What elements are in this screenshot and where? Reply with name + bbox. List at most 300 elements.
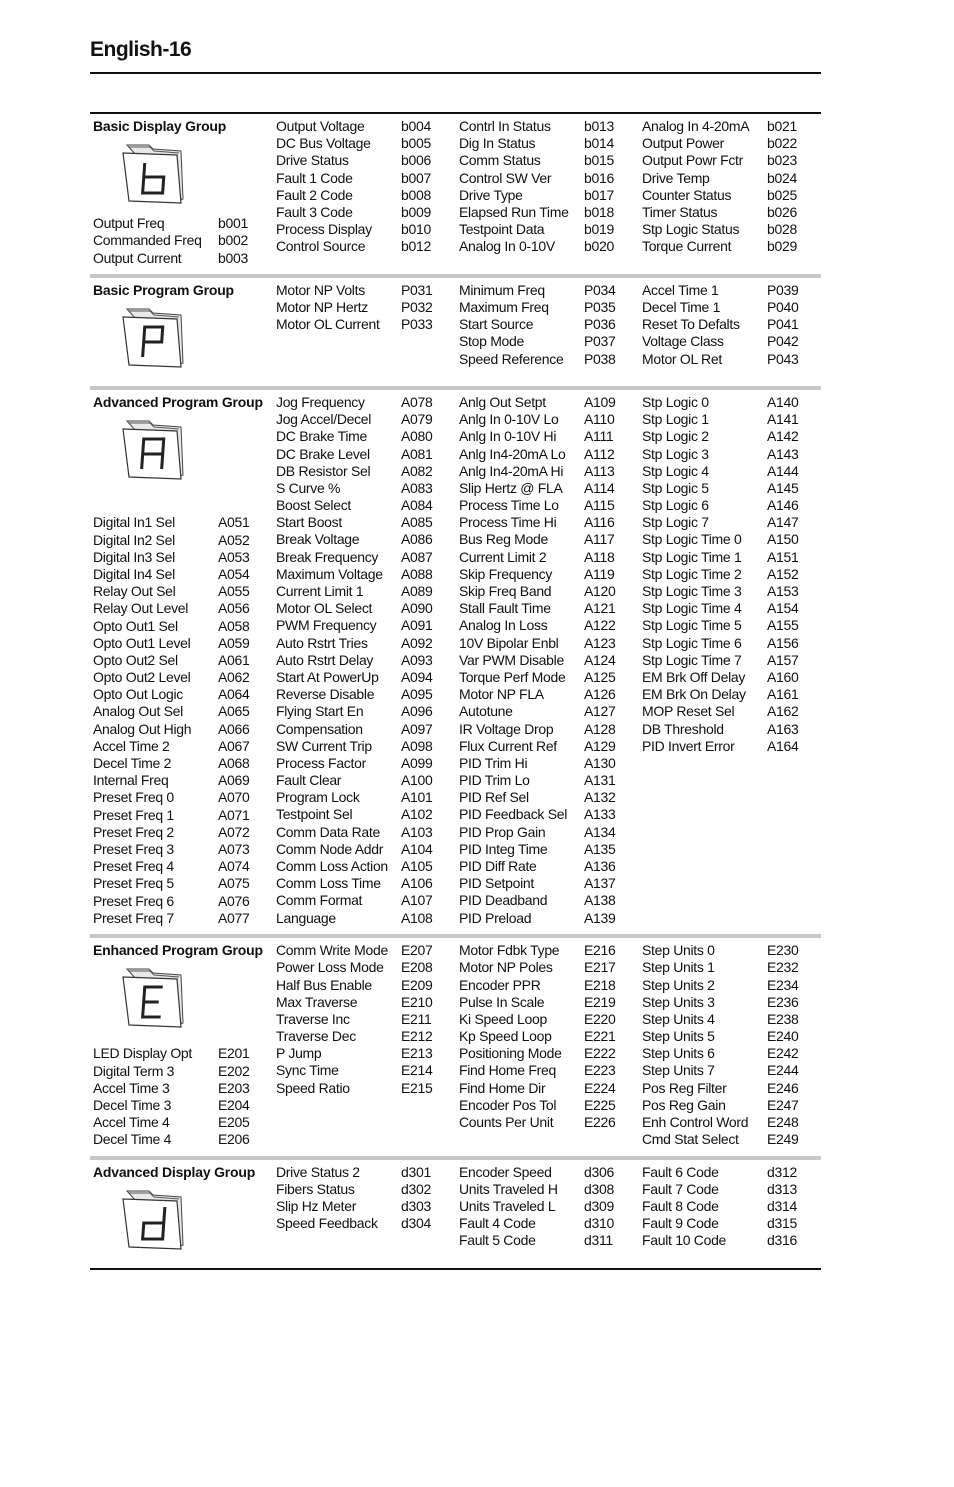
param-code: b023: [767, 152, 797, 169]
param-row: [276, 617, 451, 634]
param-column: [93, 282, 268, 369]
param-code: d313: [767, 1180, 797, 1197]
param-row: [459, 703, 634, 720]
param-name: Pos Reg Filter: [642, 1079, 727, 1096]
param-row: [642, 669, 817, 686]
param-name: Analog Out Sel: [93, 703, 183, 720]
param-column: [276, 118, 451, 256]
param-name: Max Traverse: [276, 993, 358, 1010]
param-name: Preset Freq 0: [93, 789, 174, 806]
param-name: Anlg In 0-10V Hi: [459, 428, 557, 445]
param-name: Motor NP FLA: [459, 686, 544, 703]
param-name: DB Threshold: [642, 720, 724, 737]
param-code: A107: [401, 892, 433, 909]
param-row: [642, 394, 817, 411]
param-row: [459, 959, 634, 976]
param-row: [93, 858, 268, 875]
param-code: A081: [401, 445, 433, 462]
param-row: [93, 566, 268, 583]
param-row: [459, 892, 634, 909]
param-row: [459, 463, 634, 480]
param-name: Power Loss Mode: [276, 959, 384, 976]
param-code: A062: [218, 669, 250, 686]
param-code: A132: [584, 789, 616, 806]
param-row: [459, 635, 634, 652]
param-row: [93, 635, 268, 652]
param-code: P037: [584, 333, 616, 350]
param-code: A054: [218, 565, 250, 582]
param-row: [459, 652, 634, 669]
param-code: A128: [584, 720, 616, 737]
param-name: Stp Logic Time 6: [642, 634, 742, 651]
param-code: b002: [218, 232, 248, 249]
param-row: [459, 1080, 634, 1097]
param-code: A086: [401, 531, 433, 548]
group-title: Basic Program Group: [93, 281, 234, 298]
param-code: E247: [767, 1096, 799, 1113]
param-code: A093: [401, 651, 433, 668]
param-code: E213: [401, 1045, 433, 1062]
param-name: Positioning Mode: [459, 1045, 562, 1062]
param-code: E217: [584, 959, 616, 976]
param-code: A074: [218, 858, 250, 875]
param-name: Stp Logic Time 3: [642, 583, 742, 600]
param-name: Digital In3 Sel: [93, 548, 175, 565]
param-code: A140: [767, 393, 799, 410]
param-name: Enh Control Word: [642, 1114, 749, 1131]
param-column: [459, 394, 634, 927]
param-row: [93, 893, 268, 910]
param-row: [642, 583, 817, 600]
param-name: Torque Current: [642, 238, 732, 255]
param-list: [93, 215, 268, 267]
param-name: EM Brk Off Delay: [642, 668, 746, 685]
param-row: [459, 316, 634, 333]
param-row: [93, 1045, 268, 1062]
param-row: [276, 652, 451, 669]
param-name: Fault 9 Code: [642, 1215, 719, 1232]
param-code: b009: [401, 203, 431, 220]
param-name: PID Diff Rate: [459, 858, 537, 875]
param-row: [276, 1045, 451, 1062]
param-row: [276, 497, 451, 514]
param-name: Preset Freq 5: [93, 875, 174, 892]
param-code: d301: [401, 1163, 431, 1180]
param-name: Comm Format: [276, 892, 363, 909]
param-name: Drive Temp: [642, 169, 710, 186]
param-row: [276, 942, 451, 959]
param-code: P032: [401, 298, 433, 315]
param-name: PID Integ Time: [459, 840, 548, 857]
param-name: Speed Ratio: [276, 1079, 350, 1096]
param-row: [276, 411, 451, 428]
param-code: P043: [767, 350, 799, 367]
param-code: b028: [767, 221, 797, 238]
param-code: A103: [401, 823, 433, 840]
param-code: A096: [401, 703, 433, 720]
param-code: E236: [767, 993, 799, 1010]
param-name: Decel Time 4: [93, 1131, 172, 1148]
param-name: Preset Freq 4: [93, 858, 174, 875]
param-code: A102: [401, 806, 433, 823]
param-code: A056: [218, 600, 250, 617]
param-row: [642, 282, 817, 299]
param-name: Skip Freq Band: [459, 583, 552, 600]
param-name: Decel Time 1: [642, 298, 721, 315]
param-row: [459, 566, 634, 583]
param-code: A108: [401, 909, 433, 926]
param-name: PID Invert Error: [642, 737, 735, 754]
param-row: [276, 221, 451, 238]
param-row: [459, 789, 634, 806]
param-code: A137: [584, 875, 616, 892]
param-row: [93, 1063, 268, 1080]
param-name: Motor NP Poles: [459, 959, 553, 976]
param-code: A162: [767, 703, 799, 720]
param-row: [642, 221, 817, 238]
param-code: E203: [218, 1079, 250, 1096]
param-name: Opto Out2 Sel: [93, 651, 178, 668]
param-name: Kp Speed Loop: [459, 1028, 552, 1045]
param-name: PID Deadband: [459, 892, 548, 909]
param-code: A139: [584, 909, 616, 926]
param-row: [276, 858, 451, 875]
param-code: A077: [218, 909, 250, 926]
param-code: E232: [767, 959, 799, 976]
param-name: Comm Data Rate: [276, 823, 380, 840]
param-column: [459, 282, 634, 368]
param-name: Anlg In4-20mA Lo: [459, 445, 566, 462]
param-row: [642, 617, 817, 634]
param-name: DC Brake Level: [276, 445, 370, 462]
param-row: [642, 686, 817, 703]
param-name: IR Voltage Drop: [459, 720, 554, 737]
param-code: P031: [401, 281, 433, 298]
param-name: Skip Frequency: [459, 565, 553, 582]
param-row: [642, 652, 817, 669]
param-name: Step Units 5: [642, 1028, 715, 1045]
param-code: A090: [401, 600, 433, 617]
param-row: [276, 204, 451, 221]
param-name: Stp Logic Status: [642, 221, 740, 238]
param-row: [276, 531, 451, 548]
param-name: PID Ref Sel: [459, 789, 529, 806]
param-row: [93, 807, 268, 824]
param-row: [459, 1215, 634, 1232]
param-name: Pos Reg Gain: [642, 1096, 726, 1113]
param-row: [459, 755, 634, 772]
param-name: Accel Time 2: [93, 737, 170, 754]
param-row: [459, 1062, 634, 1079]
parameter-table: [90, 112, 821, 1270]
group-title: Advanced Program Group: [93, 393, 263, 410]
param-name: MOP Reset Sel: [642, 703, 735, 720]
param-name: Sync Time: [276, 1062, 339, 1079]
param-row: [276, 600, 451, 617]
param-code: A164: [767, 737, 799, 754]
param-name: Control SW Ver: [459, 169, 552, 186]
param-name: Stp Logic 4: [642, 462, 709, 479]
param-code: A088: [401, 565, 433, 582]
param-row: [93, 789, 268, 806]
param-code: E219: [584, 993, 616, 1010]
param-name: Anlg Out Setpt: [459, 393, 546, 410]
param-code: E212: [401, 1028, 433, 1045]
param-row: [459, 875, 634, 892]
param-code: A105: [401, 858, 433, 875]
param-row: [459, 152, 634, 169]
param-row: [459, 204, 634, 221]
param-code: A157: [767, 651, 799, 668]
param-code: A087: [401, 548, 433, 565]
param-code: A059: [218, 634, 250, 651]
param-name: Output Voltage: [276, 118, 365, 134]
param-code: b003: [218, 249, 248, 266]
param-row: [276, 282, 451, 299]
param-code: d316: [767, 1232, 797, 1249]
param-name: Step Units 4: [642, 1010, 715, 1027]
param-row: [93, 721, 268, 738]
param-row: [459, 428, 634, 445]
param-row: [276, 910, 451, 927]
param-name: Cmd Stat Select: [642, 1131, 739, 1148]
param-code: A110: [584, 411, 615, 428]
param-row: [459, 583, 634, 600]
param-code: A150: [767, 531, 799, 548]
param-row: [276, 892, 451, 909]
param-group: [90, 1160, 821, 1268]
param-code: A095: [401, 686, 433, 703]
param-name: Process Time Lo: [459, 497, 559, 514]
param-code: E234: [767, 976, 799, 993]
param-name: Find Home Freq: [459, 1062, 556, 1079]
param-name: Flying Start En: [276, 703, 364, 720]
param-code: b026: [767, 203, 797, 220]
param-row: [93, 1114, 268, 1131]
param-name: Process Factor: [276, 754, 366, 771]
param-name: Current Limit 2: [459, 548, 547, 565]
param-code: d311: [584, 1232, 613, 1249]
param-code: b014: [584, 135, 614, 152]
param-name: SW Current Trip: [276, 737, 372, 754]
param-name: LED Display Opt: [93, 1045, 192, 1062]
param-column: [276, 394, 451, 927]
param-name: Stall Fault Time: [459, 600, 551, 617]
param-name: Accel Time 1: [642, 281, 719, 298]
param-row: [459, 411, 634, 428]
param-row: [459, 514, 634, 531]
param-row: [642, 351, 817, 368]
param-name: Half Bus Enable: [276, 976, 372, 993]
param-name: S Curve %: [276, 479, 341, 496]
param-code: b019: [584, 221, 614, 238]
param-code: A066: [218, 720, 250, 737]
param-code: P033: [401, 316, 433, 333]
param-row: [459, 333, 634, 350]
param-name: DB Resistor Sel: [276, 462, 371, 479]
param-row: [459, 600, 634, 617]
param-column: [642, 282, 817, 368]
param-code: E206: [218, 1131, 250, 1148]
param-name: Commanded Freq: [93, 232, 202, 249]
param-name: Jog Accel/Decel: [276, 411, 372, 428]
param-name: Fault 3 Code: [276, 203, 353, 220]
param-name: Stp Logic 1: [642, 411, 709, 428]
param-row: [459, 824, 634, 841]
param-column: [459, 942, 634, 1131]
param-name: Drive Status: [276, 152, 349, 169]
param-group: [90, 390, 821, 934]
param-row: [642, 942, 817, 959]
param-name: Encoder Pos Tol: [459, 1096, 557, 1113]
param-row: [93, 686, 268, 703]
param-row: [93, 1080, 268, 1097]
param-code: A141: [767, 411, 799, 428]
param-name: Jog Frequency: [276, 393, 365, 410]
param-code: A163: [767, 720, 799, 737]
param-code: A109: [584, 393, 616, 410]
param-name: Stp Logic 0: [642, 393, 709, 410]
param-name: Program Lock: [276, 789, 360, 806]
param-code: A126: [584, 686, 616, 703]
param-row: [642, 977, 817, 994]
param-code: b010: [401, 221, 431, 238]
param-row: [459, 1181, 634, 1198]
param-code: b020: [584, 238, 614, 255]
param-row: [642, 1062, 817, 1079]
param-row: [93, 669, 268, 686]
param-row: [93, 841, 268, 858]
param-row: [276, 772, 451, 789]
param-row: [459, 1011, 634, 1028]
param-code: A131: [584, 772, 616, 789]
param-code: b013: [584, 118, 614, 134]
param-name: PWM Frequency: [276, 617, 377, 634]
param-code: A161: [767, 686, 799, 703]
param-row: [276, 316, 451, 333]
param-code: b025: [767, 186, 797, 203]
group-title: Enhanced Program Group: [93, 942, 263, 959]
param-row: [459, 1028, 634, 1045]
param-code: A052: [218, 531, 250, 548]
param-code: A085: [401, 514, 433, 531]
param-code: A106: [401, 875, 433, 892]
param-row: [276, 824, 451, 841]
param-name: Testpoint Sel: [276, 806, 353, 823]
param-name: Decel Time 2: [93, 755, 172, 771]
param-code: A130: [584, 754, 616, 771]
param-row: [459, 772, 634, 789]
param-name: Fault 1 Code: [276, 169, 353, 186]
param-row: [459, 686, 634, 703]
param-name: Step Units 0: [642, 942, 715, 959]
param-code: A122: [584, 617, 616, 634]
param-name: Fault 2 Code: [276, 186, 353, 203]
param-row: [276, 170, 451, 187]
param-name: Comm Status: [459, 152, 541, 169]
param-row: [276, 583, 451, 600]
param-row: [276, 1181, 451, 1198]
param-name: Opto Out2 Level: [93, 669, 191, 686]
param-name: Fault 4 Code: [459, 1215, 536, 1232]
param-code: b018: [584, 203, 614, 220]
param-code: d309: [584, 1197, 614, 1214]
param-name: Digital In2 Sel: [93, 531, 175, 548]
param-name: Output Freq: [93, 215, 165, 232]
param-code: A115: [584, 497, 615, 514]
param-row: [93, 514, 268, 531]
param-name: Traverse Dec: [276, 1028, 356, 1045]
param-name: Analog In Loss: [459, 617, 548, 634]
param-row: [642, 635, 817, 652]
param-row: [642, 152, 817, 169]
param-column: [276, 1164, 451, 1233]
param-code: b021: [767, 118, 797, 134]
param-name: PID Trim Lo: [459, 772, 530, 789]
param-name: Elapsed Run Time: [459, 203, 569, 220]
param-row: [276, 635, 451, 652]
param-name: Digital In4 Sel: [93, 565, 175, 582]
param-row: [93, 215, 268, 232]
param-row: [459, 394, 634, 411]
param-list: [93, 1045, 268, 1148]
param-code: A068: [218, 755, 250, 771]
param-code: d304: [401, 1215, 431, 1232]
param-row: [459, 617, 634, 634]
param-code: A116: [584, 514, 615, 531]
param-name: Units Traveled H: [459, 1180, 558, 1197]
param-code: d315: [767, 1215, 797, 1232]
param-code: E205: [218, 1114, 250, 1131]
param-code: A151: [767, 548, 799, 565]
param-code: A147: [767, 514, 799, 531]
param-row: [642, 959, 817, 976]
param-name: Motor OL Select: [276, 600, 373, 617]
param-column: [276, 942, 451, 1097]
folder-p-icon: [119, 305, 185, 369]
param-row: [642, 1164, 817, 1181]
folder-b-icon: [119, 141, 185, 205]
param-code: A082: [401, 462, 433, 479]
param-code: E221: [584, 1028, 616, 1045]
param-row: [459, 910, 634, 927]
param-group: [90, 938, 821, 1155]
param-name: Speed Feedback: [276, 1215, 378, 1232]
param-code: A160: [767, 668, 799, 685]
folder-a-icon: [119, 417, 185, 481]
param-name: Fault 5 Code: [459, 1232, 536, 1249]
param-name: PID Preload: [459, 909, 532, 926]
param-code: E220: [584, 1010, 616, 1027]
param-code: E208: [401, 959, 433, 976]
param-row: [459, 994, 634, 1011]
param-code: P040: [767, 298, 799, 315]
param-row: [276, 806, 451, 823]
param-code: E210: [401, 993, 433, 1010]
param-code: P041: [767, 316, 799, 333]
param-row: [642, 1097, 817, 1114]
param-name: Accel Time 3: [93, 1079, 170, 1096]
param-name: Anlg In 0-10V Lo: [459, 411, 559, 428]
param-row: [276, 721, 451, 738]
param-code: A099: [401, 754, 433, 771]
param-name: Output Power: [642, 135, 724, 152]
param-name: Reverse Disable: [276, 686, 375, 703]
param-group: [90, 278, 821, 386]
param-name: EM Brk On Delay: [642, 686, 746, 703]
param-code: A073: [218, 840, 250, 857]
param-code: A138: [584, 892, 616, 909]
